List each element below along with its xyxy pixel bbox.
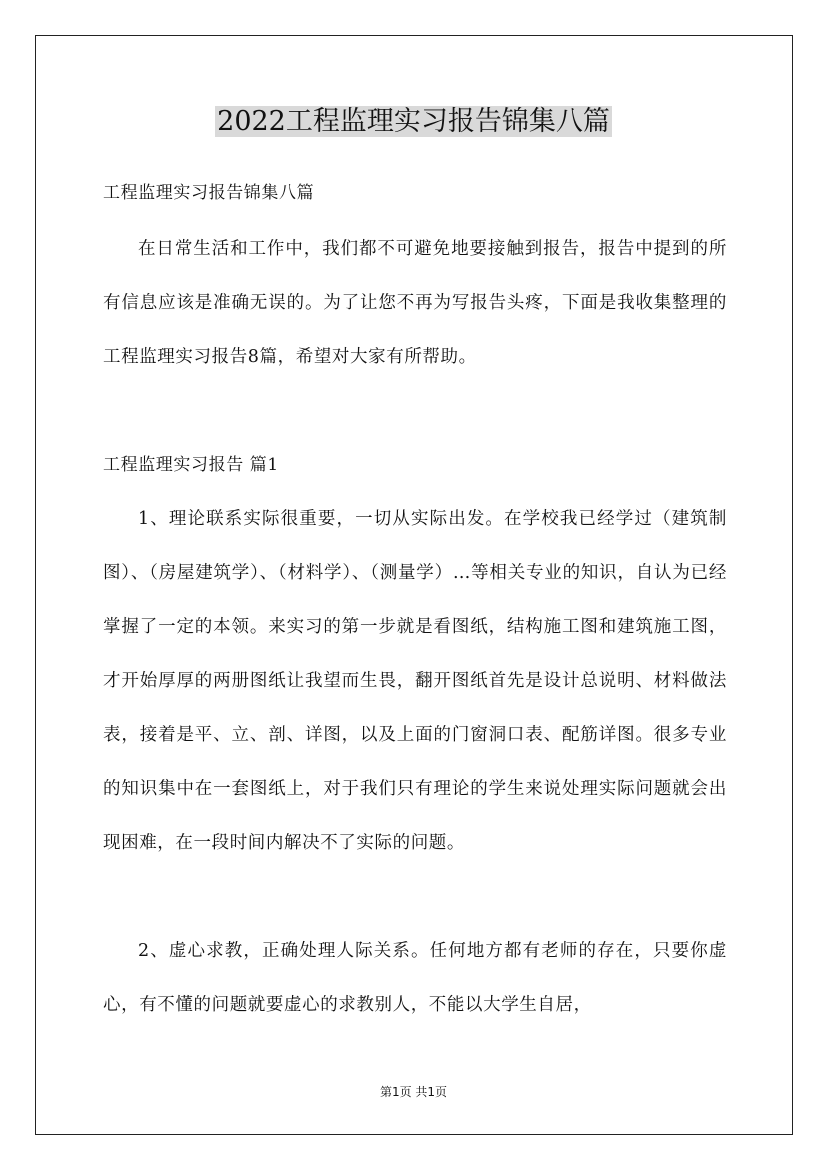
page-footer: 第1页 共1页 bbox=[379, 1085, 448, 1099]
document-subtitle: 工程监理实习报告锦集八篇 bbox=[103, 183, 315, 203]
section-heading: 工程监理实习报告 篇1 bbox=[103, 455, 279, 475]
body-paragraph-1: 1、理论联系实际很重要，一切从实际出发。在学校我已经学过（建筑制图）、（房屋建筑学）、（材料学）、（测量学）…等相关专业的知识，自认为已经掌握了一定的本领。来实习的第一步就是看图纸，结构施工图和建筑施工图，才开始厚厚的两册图纸让我望而生畏，翻开图纸首先是设计总说明、材料做法表，接着是平、立、剖、详图，以及上面的门窗洞口表、配筋详图。很多专业的知识集中在一套图纸上，对于我们只有理论的学生来说处理实际问题就会出现困难，在一段时间内解决不了实际的问题。 bbox=[103, 509, 727, 853]
body-paragraph-2: 2、虚心求教，正确处理人际关系。任何地方都有老师的存在，只要你虚心，有不懂的问题就要虚心的求教别人，不能以大学生自居， bbox=[103, 941, 727, 1015]
document-title-text: 2022工程监理实习报告锦集八篇 bbox=[217, 106, 610, 137]
document-title bbox=[0, 100, 827, 144]
intro-paragraph: 在日常生活和工作中，我们都不可避免地要接触到报告，报告中提到的所有信息应该是准确无误的。为了让您不再为写报告头疼，下面是我收集整理的工程监理实习报告8篇，希望对大家有所帮助。 bbox=[103, 239, 727, 367]
